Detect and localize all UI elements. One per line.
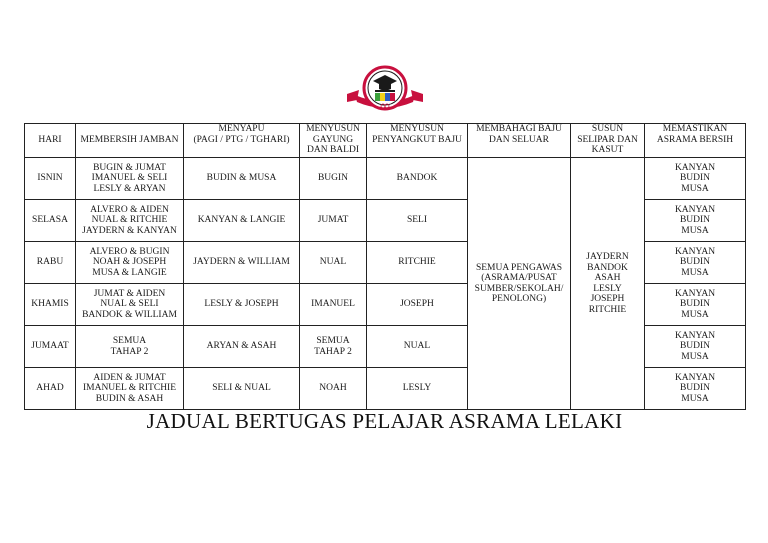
cell-line: SUSUN [591, 124, 624, 134]
cell-line: KANYAN [674, 288, 716, 299]
column-header [76, 124, 184, 158]
cell-line: ALVERO & AIDEN [90, 204, 169, 215]
cell-line: IMANUEL [311, 299, 355, 310]
cell-line: KANYAN [674, 372, 716, 383]
page-title: JADUAL BERTUGAS PELAJAR ASRAMA LELAKI [146, 409, 623, 433]
cell-line: NUAL [319, 257, 347, 268]
clean-check-cell [645, 326, 746, 368]
cell-line: MENYAPU [218, 124, 265, 134]
cell-line: BUDIN [679, 383, 711, 394]
cell-line: NUAL & SELI [100, 299, 159, 310]
cell-line: BUDIN & MUSA [206, 173, 277, 184]
cell-line: JOSEPH [590, 294, 625, 304]
day-cell: KHAMIS [25, 284, 76, 326]
sweeping-duty-cell [184, 368, 300, 410]
hanger-duty-cell [367, 284, 468, 326]
sweeping-duty-cell [184, 326, 300, 368]
toilet-duty-cell [76, 326, 184, 368]
cell-line: TAHAP 2 [314, 346, 352, 357]
hanger-duty-cell [367, 242, 468, 284]
cell-line: NOAH & JOSEPH [92, 257, 167, 268]
column-header [645, 124, 746, 158]
cell-line: MENYUSUN [306, 124, 360, 134]
sweeping-duty-cell [184, 284, 300, 326]
cell-line: TAHAP 2 [110, 346, 149, 357]
bucket-duty-cell [300, 242, 367, 284]
column-header [571, 124, 645, 158]
cell-line: BUDIN [679, 173, 711, 184]
bucket-duty-cell [300, 284, 367, 326]
cell-line: SELIPAR DAN [577, 134, 638, 145]
toilet-duty-cell [76, 200, 184, 242]
day-cell: RABU [25, 242, 76, 284]
cell-line: BANDOK [396, 173, 438, 184]
cell-line: BANDOK [587, 262, 628, 273]
cell-line: BUDIN & ASAH [95, 393, 164, 404]
header-row [25, 124, 746, 158]
duty-roster-table [24, 123, 746, 410]
cell-line: JUMAT & AIDEN [93, 288, 166, 299]
cell-line: LESLY & ARYAN [93, 183, 166, 194]
cell-line: NUAL [403, 341, 431, 352]
cell-line: MUSA & LANGIE [92, 267, 167, 278]
cell-line: MUSA [681, 225, 709, 236]
cell-line: MENYUSUN [390, 124, 444, 134]
bucket-duty-cell [300, 368, 367, 410]
cell-line: LESLY [402, 383, 432, 394]
sweeping-duty-cell [184, 200, 300, 242]
roster-body [25, 158, 746, 410]
toilet-duty-cell [76, 242, 184, 284]
day-cell: SELASA [25, 200, 76, 242]
bucket-duty-cell [300, 200, 367, 242]
slipper-duty-cell [571, 158, 645, 410]
hanger-duty-cell [367, 368, 468, 410]
cell-line: LESLY [593, 283, 622, 294]
cell-line: KANYAN & LANGIE [197, 215, 286, 226]
cell-line: MUSA [681, 309, 709, 320]
cell-line: ALVERO & BUGIN [89, 246, 170, 257]
hanger-duty-cell [367, 200, 468, 242]
day-cell: ISNIN [25, 158, 76, 200]
cell-line: SEMUA PENGAWAS [475, 262, 563, 273]
hanger-duty-cell [367, 158, 468, 200]
clean-check-cell [645, 368, 746, 410]
cell-line: KANYAN [674, 204, 716, 215]
cell-line: JUMAT [317, 215, 349, 226]
bucket-duty-cell [300, 326, 367, 368]
stripe-red [390, 93, 395, 101]
cell-line: MEMBERSIH JAMBAN [80, 135, 179, 146]
cell-line: HARI [38, 135, 62, 146]
cell-line: KASUT [591, 145, 624, 155]
cell-line: SELI & NUAL [212, 383, 271, 394]
table-row [25, 158, 746, 200]
cell-line: MEMBAHAGI BAJU [476, 124, 562, 134]
cell-line: MEMASTIKAN [662, 124, 728, 134]
clean-check-cell [645, 284, 746, 326]
cell-line: DAN BALDI [307, 145, 359, 155]
cell-line: NUAL & RITCHIE [91, 215, 168, 226]
toilet-duty-cell [76, 284, 184, 326]
cell-line: BUGIN [317, 173, 349, 184]
clean-check-cell [645, 200, 746, 242]
toilet-duty-cell [76, 368, 184, 410]
cell-line: BUDIN [679, 341, 711, 352]
day-cell: AHAD [25, 368, 76, 410]
sweeping-duty-cell [184, 158, 300, 200]
cell-line: AIDEN & JUMAT [93, 372, 166, 383]
stripe-yellow [380, 93, 385, 101]
cell-line: IMANUEL & SELI [91, 173, 168, 184]
cell-line: LESLY & JOSEPH [204, 299, 279, 310]
column-header [25, 124, 76, 158]
mortarboard-base [379, 84, 391, 91]
cell-line: KANYAN [674, 330, 716, 341]
cell-line: (ASRAMA/PUSAT [481, 273, 557, 283]
hanger-duty-cell [367, 326, 468, 368]
cell-line: MUSA [681, 267, 709, 278]
cell-line: BUDIN [679, 299, 711, 310]
cell-line: ASAH [594, 273, 621, 283]
bucket-duty-cell [300, 158, 367, 200]
cell-line: JAYDERN [586, 252, 629, 262]
cell-line: KANYAN [674, 162, 716, 173]
column-header [468, 124, 571, 158]
cell-line: SEMUA [316, 336, 350, 346]
sweeping-duty-cell [184, 242, 300, 284]
column-header [367, 124, 468, 158]
cell-line: SELI [406, 215, 428, 226]
crest-band [375, 90, 395, 92]
school-crest-logo [345, 64, 425, 116]
day-cell: JUMAAT [25, 326, 76, 368]
cell-line: ASRAMA BERSIH [656, 134, 734, 145]
cell-line: BUDIN [679, 215, 711, 226]
cell-line: PENYANGKUT BAJU [372, 134, 462, 145]
stripe-blue [385, 93, 390, 101]
cell-line: MUSA [681, 393, 709, 404]
column-header [300, 124, 367, 158]
cell-line: BUGIN & JUMAT [93, 162, 166, 173]
cell-line: GAYUNG [312, 134, 354, 145]
cell-line: RITCHIE [398, 257, 436, 268]
cell-line: SUMBER/SEKOLAH/ [474, 283, 564, 294]
cell-line: JAYDERN & KANYAN [82, 225, 177, 236]
cell-line: JAYDERN & WILLIAM [193, 257, 290, 268]
stripe-green [375, 93, 380, 101]
column-header [184, 124, 300, 158]
cell-line: SEMUA [112, 336, 147, 346]
clothes-distribution-cell [468, 158, 571, 410]
cell-line: BANDOK & WILLIAM [82, 309, 177, 320]
cell-line: DAN SELUAR [489, 134, 549, 145]
cell-line: RITCHIE [588, 304, 627, 315]
cell-line: IMANUEL & RITCHIE [82, 383, 177, 394]
cell-line: BUDIN [679, 257, 711, 268]
cell-line: ARYAN & ASAH [206, 341, 277, 352]
clean-check-cell [645, 158, 746, 200]
cell-line: (PAGI / PTG / TGHARI) [193, 134, 290, 145]
cell-line: MUSA [681, 351, 709, 362]
cell-line: JOSEPH [400, 299, 434, 310]
cell-line: KANYAN [674, 246, 716, 257]
clean-check-cell [645, 242, 746, 284]
toilet-duty-cell [76, 158, 184, 200]
cell-line: PENOLONG) [491, 294, 547, 304]
cell-line: MUSA [681, 183, 709, 194]
cell-line: NOAH [319, 383, 347, 394]
